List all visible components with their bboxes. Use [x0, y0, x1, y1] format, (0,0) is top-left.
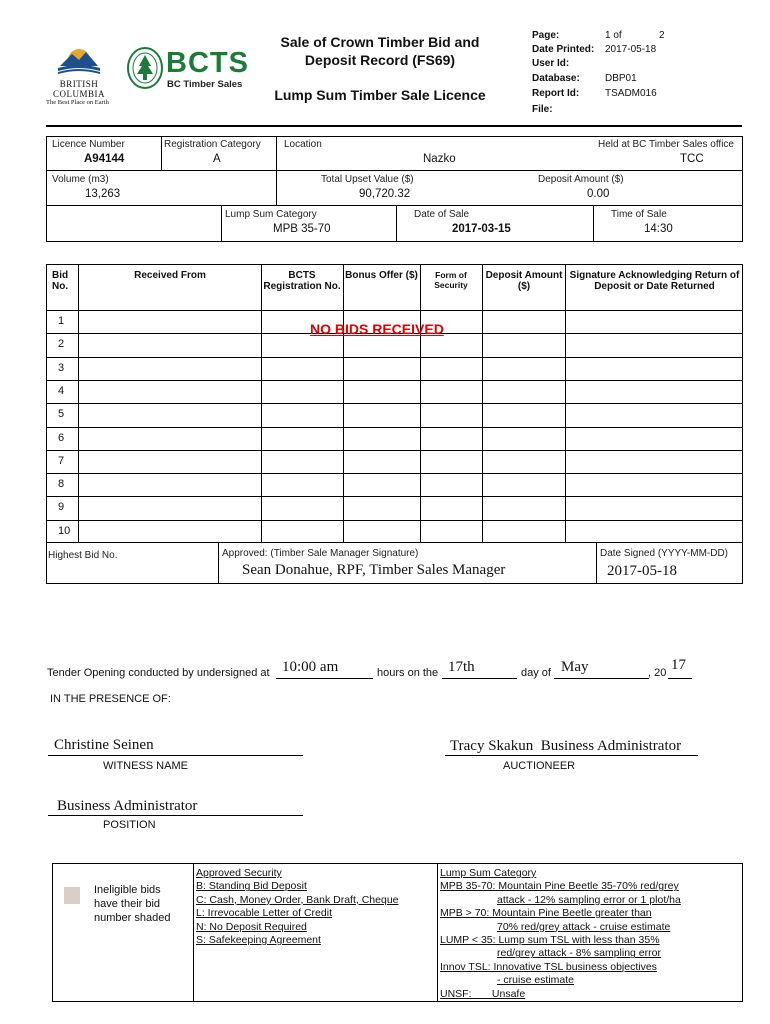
office-label: Held at BC Timber Sales office — [598, 139, 734, 150]
time-of-sale-label: Time of Sale — [611, 209, 667, 220]
deposit-amount-value: 0.00 — [587, 188, 610, 200]
category-legend-line: MPB 35-70: Mountain Pine Beetle 35-70% red/grey — [440, 880, 679, 893]
header-deposit-amount: Deposit Amount ($) — [485, 270, 563, 292]
date-signed-label: Date Signed (YYYY-MM-DD) — [600, 548, 729, 559]
witness-underline — [48, 755, 303, 756]
registration-category-value: A — [213, 153, 221, 165]
grid-line — [396, 205, 397, 242]
category-legend-line: red/grey attack - 8% sampling error — [497, 947, 661, 960]
category-legend-line: LUMP < 35: Lump sum TSL with less than 35% — [440, 934, 660, 947]
auctioneer-name-value: Tracy Skakun Business Administrator — [450, 738, 682, 754]
office-value: TCC — [680, 153, 704, 165]
bid-row-divider — [46, 450, 743, 451]
bc-logo-tagline: The Best Place on Earth — [46, 99, 109, 106]
volume-label: Volume (m3) — [52, 174, 109, 185]
ineligible-line: have their bid — [94, 898, 161, 910]
file-label: File: — [532, 104, 553, 115]
security-legend-line: C: Cash, Money Order, Bank Draft, Cheque — [196, 893, 399, 906]
position-label: POSITION — [103, 819, 156, 831]
bid-row-divider — [46, 357, 743, 358]
bid-row-divider — [46, 473, 743, 474]
page-value: 1 of — [605, 30, 622, 41]
report-id-label: Report Id: — [532, 88, 580, 99]
report-id-value: TSADM016 — [605, 88, 657, 99]
category-legend-line: MPB > 70: Mountain Pine Beetle greater than — [440, 907, 652, 920]
bid-row-divider — [46, 520, 743, 521]
security-legend-line: B: Standing Bid Deposit — [196, 880, 307, 893]
user-id-label: User Id: — [532, 58, 570, 69]
tender-year-value: 17 — [671, 657, 686, 673]
form-subtitle: Lump Sum Timber Sale Licence — [274, 87, 486, 103]
ineligible-shade-swatch — [64, 887, 80, 904]
header-bonus-offer: Bonus Offer ($) — [345, 270, 418, 281]
tender-day-value: 17th — [448, 659, 475, 675]
approved-label: Approved: (Timber Sale Manager Signature) — [222, 548, 419, 559]
bcts-logo-name: BCTS — [166, 47, 249, 79]
bid-row-number: 8 — [58, 478, 65, 491]
tender-opening-text: Tender Opening conducted by undersigned at — [47, 667, 270, 679]
licence-number-value: A94144 — [84, 153, 125, 165]
header-bid-no: Bid No. — [52, 270, 69, 292]
position-value: Business Administrator — [57, 798, 198, 814]
ineligible-line: number shaded — [94, 912, 171, 924]
bid-row-divider — [46, 427, 743, 428]
bcts-seal-icon — [126, 46, 164, 90]
day-underline — [442, 678, 517, 679]
bc-government-logo — [46, 42, 109, 106]
hours-on-the-text: hours on the — [377, 667, 439, 679]
bid-row-number: 10 — [58, 524, 71, 537]
upset-value-label: Total Upset Value ($) — [321, 174, 414, 185]
form-title — [258, 33, 502, 69]
month-underline — [554, 678, 649, 679]
grid-line — [742, 543, 743, 583]
lump-sum-category-legend — [440, 867, 740, 1001]
form-title-line2: Deposit Record (FS69) — [304, 52, 456, 68]
bid-row-number: 7 — [58, 454, 65, 467]
location-value: Nazko — [423, 153, 456, 165]
approved-signature-value: Sean Donahue, RPF, Timber Sales Manager — [242, 562, 506, 578]
grid-line — [437, 863, 438, 1002]
no-bids-received-text: NO BIDS RECEIVED — [310, 321, 444, 337]
header-signature-return: Signature Acknowledging Return of Deposit or Date Returned — [569, 270, 740, 292]
page-label: Page: — [532, 30, 560, 41]
grid-line — [593, 205, 594, 242]
ineligible-line: Ineligible bids — [94, 884, 161, 896]
approved-security-legend — [196, 867, 399, 947]
auctioneer-label: AUCTIONEER — [503, 760, 576, 772]
in-presence-of-text: IN THE PRESENCE OF: — [50, 693, 171, 705]
approval-bottom-line — [46, 583, 743, 584]
date-of-sale-label: Date of Sale — [414, 209, 470, 220]
tender-month-value: May — [561, 659, 589, 675]
lump-sum-category-label: Lump Sum Category — [225, 209, 317, 220]
bid-row-number: 1 — [58, 315, 65, 327]
database-label: Database: — [532, 73, 580, 84]
bcts-logo — [126, 46, 249, 96]
bid-row-divider — [46, 403, 743, 404]
licence-number-label: Licence Number — [52, 139, 125, 150]
grid-line — [193, 863, 194, 1002]
security-legend-line: L: Irrevocable Letter of Credit — [196, 907, 332, 920]
page-total: 2 — [659, 30, 665, 41]
bid-row-number: 3 — [58, 361, 65, 374]
lump-sum-category-value: MPB 35-70 — [273, 223, 331, 235]
grid-line — [596, 543, 597, 583]
volume-value: 13,263 — [85, 188, 121, 200]
tender-time-value: 10:00 am — [282, 659, 339, 675]
database-value: DBP01 — [605, 73, 637, 84]
category-legend-line: attack - 12% sampling error or 1 plot/ha — [497, 893, 681, 906]
time-underline — [276, 678, 373, 679]
witness-name-value: Christine Seinen — [54, 737, 154, 753]
bid-row-divider — [46, 496, 743, 497]
bc-sun-mountain-icon — [50, 42, 108, 76]
registration-category-label: Registration Category — [164, 139, 261, 150]
time-of-sale-value: 14:30 — [644, 223, 673, 235]
year-underline — [668, 678, 692, 679]
year-prefix-text: , 20 — [648, 667, 667, 679]
date-printed-value: 2017-05-18 — [605, 44, 657, 55]
ineligible-bids-note — [94, 883, 170, 925]
category-legend-line: Innov TSL: Innovative TSL business objectives — [440, 960, 657, 973]
category-legend-line: UNSF: Unsafe — [440, 987, 526, 1000]
grid-line — [46, 170, 743, 171]
day-of-text: day of — [521, 667, 551, 679]
security-legend-line: S: Safekeeping Agreement — [196, 934, 321, 947]
grid-line — [161, 136, 162, 170]
grid-line — [46, 310, 743, 311]
grid-line — [218, 543, 219, 583]
grid-line — [221, 205, 222, 242]
bc-logo-line2: COLUMBIA — [52, 89, 105, 99]
location-label: Location — [284, 139, 322, 150]
grid-line — [276, 136, 277, 205]
bid-row-number: 4 — [58, 384, 65, 397]
form-title-line1: Sale of Crown Timber Bid and — [280, 34, 480, 50]
category-legend-line: Lump Sum Category — [440, 867, 537, 879]
category-legend-line: - cruise estimate — [497, 974, 575, 987]
security-legend-line: N: No Deposit Required — [196, 920, 307, 933]
highest-bid-label: Highest Bid No. — [48, 550, 118, 561]
bid-row-divider — [46, 380, 743, 381]
upset-value: 90,720.32 — [359, 188, 411, 200]
bid-row-number: 2 — [58, 338, 65, 351]
bc-logo-line1: BRITISH — [59, 79, 99, 89]
header-divider — [46, 125, 742, 127]
position-underline — [48, 815, 303, 816]
header-received-from: Received From — [134, 270, 206, 281]
security-legend-line: Approved Security — [196, 867, 282, 879]
category-legend-line: 70% red/grey attack - cruise estimate — [497, 920, 671, 933]
deposit-amount-label: Deposit Amount ($) — [538, 174, 624, 185]
bid-row-number: 6 — [58, 431, 65, 444]
witness-name-label: WITNESS NAME — [103, 760, 188, 772]
grid-line — [46, 205, 743, 206]
bid-row-number: 5 — [58, 408, 65, 421]
grid-line — [46, 543, 47, 583]
header-form-of-security: Form of Security — [434, 270, 468, 290]
header-bcts-registration: BCTS Registration No. — [263, 270, 341, 292]
date-of-sale-value: 2017-03-15 — [452, 223, 511, 235]
bid-row-number: 9 — [58, 501, 65, 514]
auctioneer-underline — [445, 755, 698, 756]
date-signed-value: 2017-05-18 — [607, 563, 677, 579]
bcts-logo-sub: BC Timber Sales — [167, 79, 243, 90]
date-printed-label: Date Printed: — [532, 44, 595, 55]
